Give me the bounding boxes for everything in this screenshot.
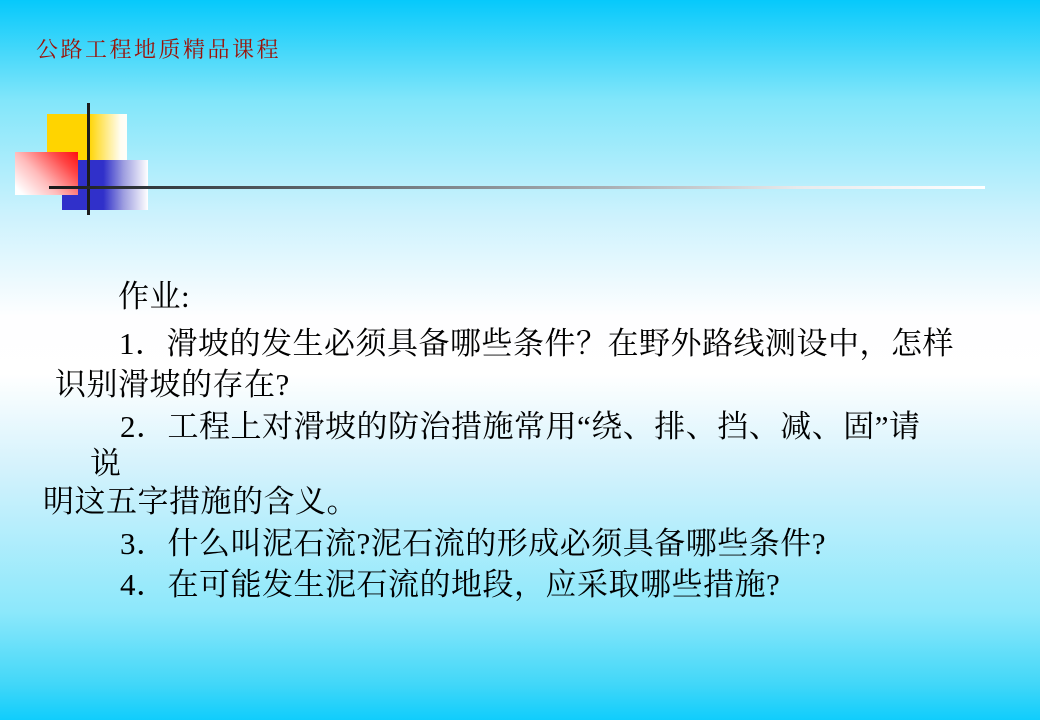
question-1-line-1: 1．滑坡的发生必须具备哪些条件？在野外路线测设中，怎样 bbox=[119, 326, 954, 361]
question-2-line-3: 明这五字措施的含义。 bbox=[43, 484, 358, 519]
question-2-line-1: 2．工程上对滑坡的防治措施常用“绕、排、挡、减、固”请 bbox=[120, 409, 921, 444]
logo-horizontal-divider-line bbox=[49, 186, 985, 189]
question-2-line-2: 说 bbox=[90, 446, 122, 481]
course-header-title: 公路工程地质精品课程 bbox=[36, 37, 282, 62]
logo-vertical-line bbox=[87, 103, 90, 215]
question-4-line: 4．在可能发生泥石流的地段，应采取哪些措施? bbox=[120, 567, 781, 602]
homework-heading: 作业: bbox=[118, 279, 191, 314]
question-3-line: 3．什么叫泥石流?泥石流的形成必须具备哪些条件? bbox=[120, 526, 827, 561]
question-1-line-2: 识别滑坡的存在? bbox=[55, 367, 290, 402]
